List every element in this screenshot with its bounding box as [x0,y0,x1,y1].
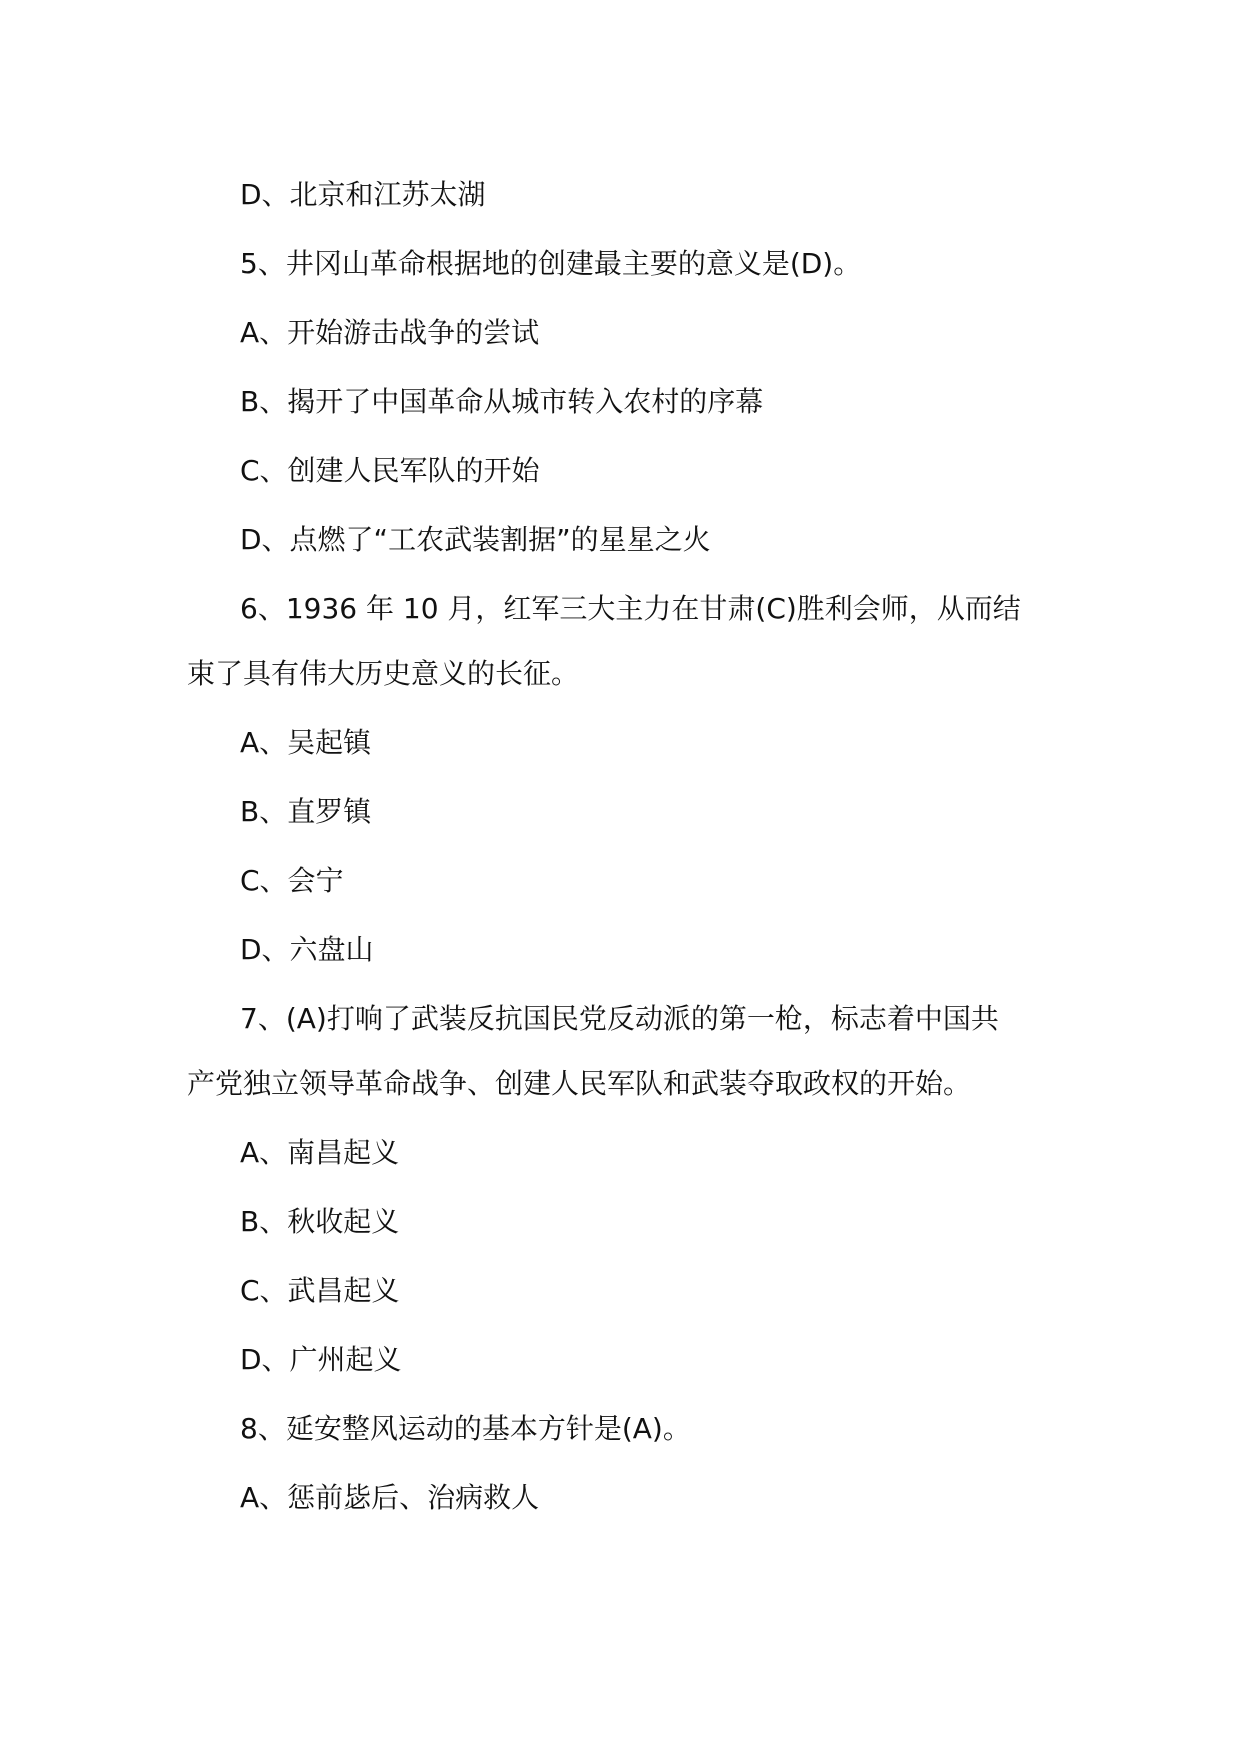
q5-option-b: B、揭开了中国革命从城市转入农村的序幕 [240,385,764,418]
q7-option-a: A、南昌起义 [240,1136,400,1169]
q6-option-a: A、吴起镇 [240,726,372,759]
q8-question: 8、延安整风运动的基本方针是(A)。 [240,1412,691,1445]
q6-question-line1: 6、1936 年 10 月，红军三大主力在甘肃(C)胜利会师，从而结 [240,592,1021,625]
q8-option-a: A、惩前毖后、治病救人 [240,1481,540,1514]
q7-option-c: C、武昌起义 [240,1274,400,1307]
q7-option-b: B、秋收起义 [240,1205,400,1238]
q7-question-line1: 7、(A)打响了武装反抗国民党反动派的第一枪，标志着中国共 [240,1002,999,1035]
q4-option-d: D、北京和江苏太湖 [240,178,486,211]
q5-option-c: C、创建人民军队的开始 [240,454,540,487]
q5-option-a: A、开始游击战争的尝试 [240,316,540,349]
q5-question: 5、井冈山革命根据地的创建最主要的意义是(D)。 [240,247,862,280]
q6-option-b: B、直罗镇 [240,795,372,828]
q7-question-line2: 产党独立领导革命战争、创建人民军队和武装夺取政权的开始。 [187,1067,972,1100]
q5-option-d: D、点燃了“工农武装割据”的星星之火 [240,523,711,556]
q6-option-d: D、六盘山 [240,933,374,966]
q6-option-c: C、会宁 [240,864,344,897]
q7-option-d: D、广州起义 [240,1343,402,1376]
q6-question-line2: 束了具有伟大历史意义的长征。 [187,657,580,690]
